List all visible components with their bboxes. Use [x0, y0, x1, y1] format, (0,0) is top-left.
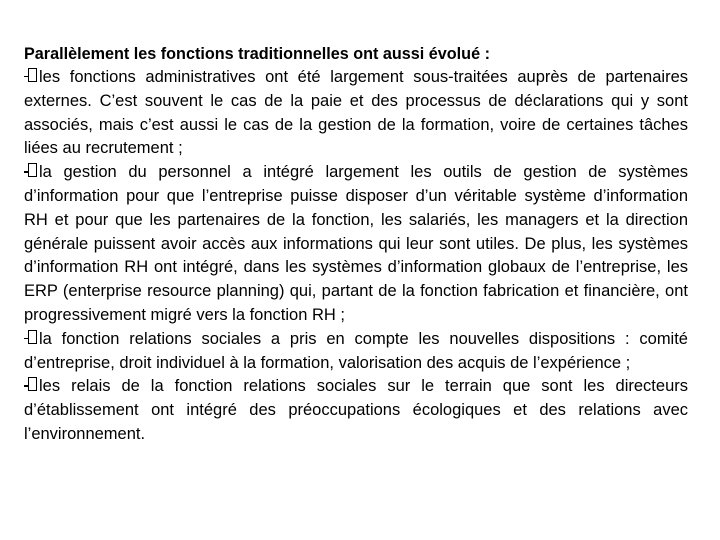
replacement-box-icon	[24, 378, 38, 392]
replacement-box-icon	[24, 164, 38, 178]
bullet-text: la fonction relations sociales a pris en compte les nouvelles dispositions : comité d’entreprise, droit individuel à la formation, valorisation des acquis de l’expérience ;	[24, 329, 688, 372]
bullet-text: les relais de la fonction relations sociales sur le terrain que sont les directeurs d’établissement ont intégré des préoccupations écologiques et des relations avec l’environnement.	[24, 377, 688, 443]
section-heading: Parallèlement les fonctions traditionnelles ont aussi évolué :	[24, 45, 490, 63]
bullet-item-2	[24, 161, 688, 328]
replacement-box-icon	[24, 331, 38, 345]
bullet-text: la gestion du personnel a intégré largement les outils de gestion de systèmes d’information pour que l’entreprise puisse disposer d’un véritable système d’information RH et pour que les partenaires de la fonction, les salariés, les managers et la direction générale puissent avoir accès aux informations qui leur sont utiles. De plus, les systèmes d’information RH ont intégré, dans les systèmes d’information globaux de l’entreprise, les ERP (enterprise resource planning) qui, partant de la fonction fabrication et financière, ont progressivement migré vers la fonction RH ;	[24, 163, 688, 324]
document-page	[24, 42, 688, 447]
bullet-text: les fonctions administratives ont été largement sous-traitées auprès de partenaires externes. C’est souvent le cas de la paie et des processus de déclarations qui y sont associés, mais c’est aussi le cas de la gestion de la formation, voire de certaines tâches liées au recrutement ;	[24, 68, 688, 158]
bullet-item-4	[24, 375, 688, 446]
bullet-item-3	[24, 328, 688, 376]
replacement-box-icon	[24, 69, 38, 83]
bullet-item-1	[24, 66, 688, 161]
